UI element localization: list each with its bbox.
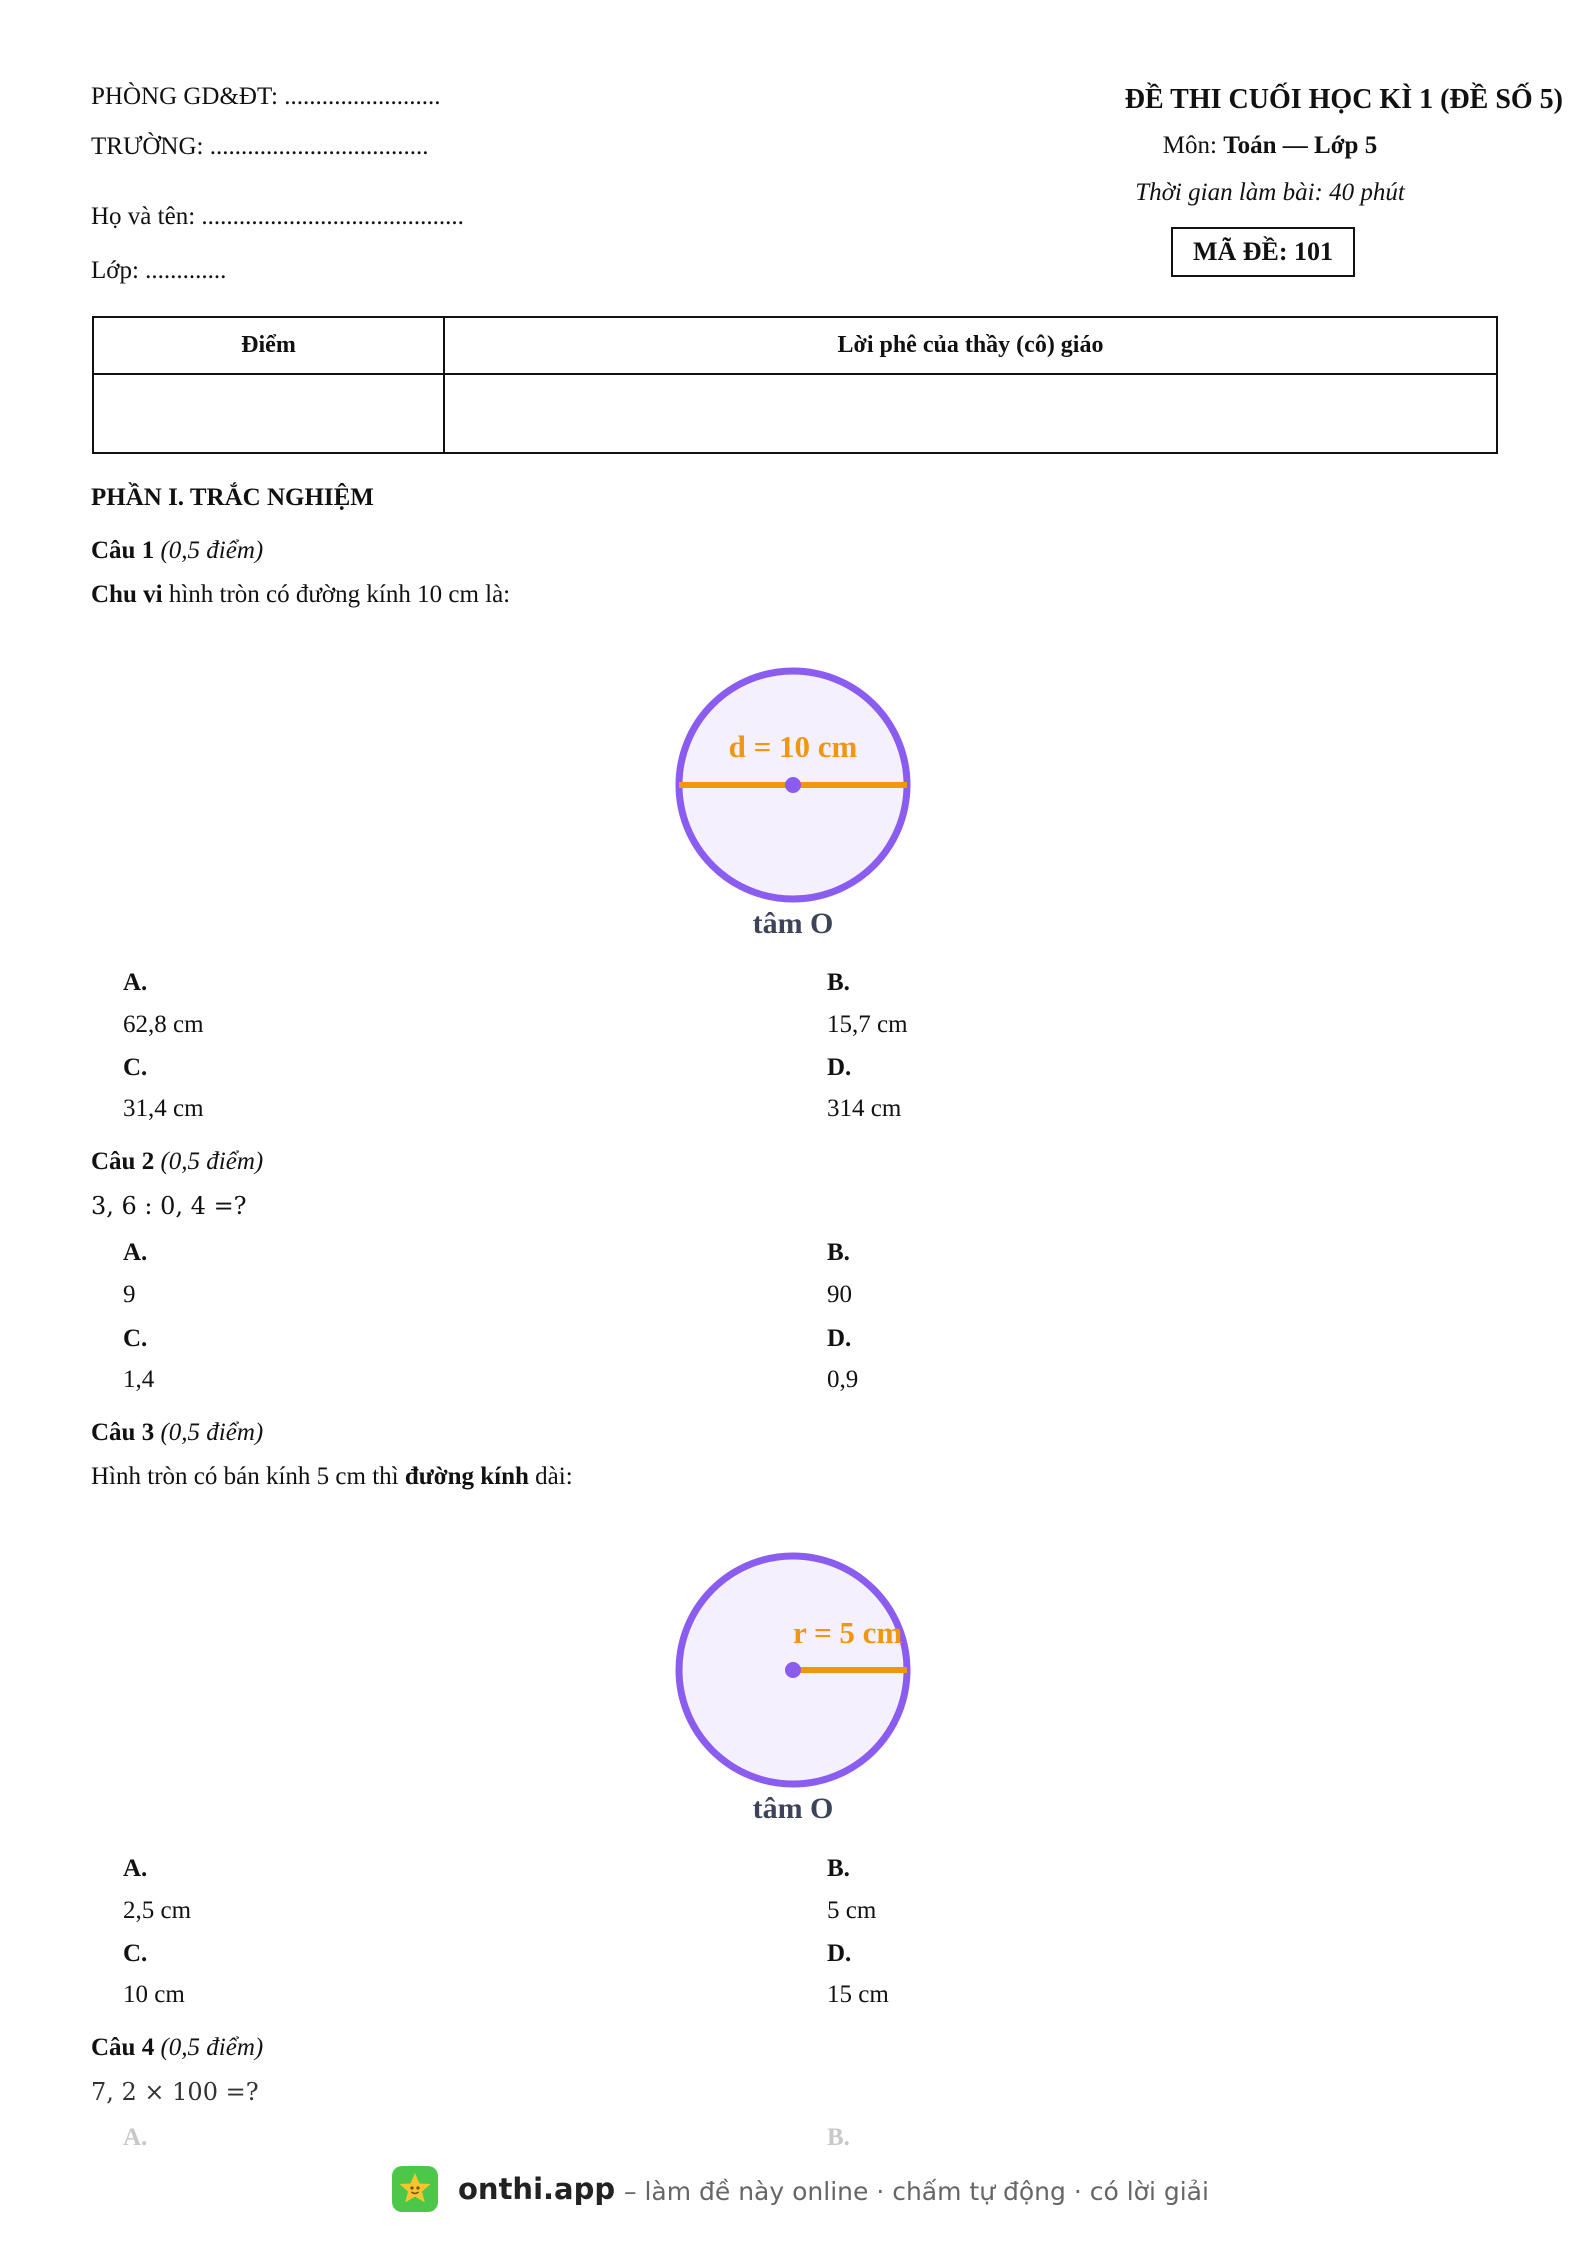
option-letter: C. — [123, 1325, 148, 1352]
question-1-prompt — [91, 581, 510, 609]
option-b: 15,7 cm — [827, 1011, 908, 1038]
center-label: tâm O — [752, 1792, 834, 1825]
student-name-line: Họ và tên: .......................................... — [91, 203, 464, 230]
question-points: (0,5 điểm) — [160, 1148, 264, 1175]
question-label: Câu 2 — [91, 1148, 155, 1175]
question-points: (0,5 điểm) — [160, 1419, 264, 1446]
prompt-text: Hình tròn có bán kính 5 cm thì — [91, 1463, 405, 1490]
score-table — [92, 316, 1498, 454]
option-letter: D. — [827, 1940, 852, 1967]
option-letter: C. — [123, 1054, 148, 1081]
table-divider — [94, 373, 1496, 375]
option-c: 31,4 cm — [123, 1095, 204, 1122]
option-d: 15 cm — [827, 1981, 889, 2008]
option-c: 1,4 — [123, 1366, 155, 1393]
prompt-text: hình tròn có đường kính 10 cm là: — [162, 581, 511, 608]
option-letter: B. — [827, 2124, 850, 2151]
brand-name: onthi.app — [458, 2172, 616, 2206]
subject-prefix: Môn: — [1162, 132, 1217, 159]
score-header: Điểm — [241, 332, 296, 358]
footer-tagline: – làm đề này online · chấm tự động · có lời giải — [624, 2177, 1209, 2206]
option-letter: C. — [123, 1940, 148, 1967]
prompt-keyword: Chu vi — [91, 581, 163, 608]
question-2-heading — [91, 1148, 263, 1176]
section-title: PHẦN I. TRẮC NGHIỆM — [91, 484, 374, 511]
question-4-expression: 7, 2 × 100 =? — [91, 2078, 259, 2106]
center-label: tâm O — [752, 907, 834, 940]
diameter-circle-figure — [660, 655, 930, 945]
prompt-text: dài: — [528, 1463, 573, 1490]
option-d: 314 cm — [827, 1095, 902, 1122]
question-label: Câu 3 — [91, 1419, 155, 1446]
option-letter: D. — [827, 1054, 852, 1081]
question-3-heading — [91, 1419, 263, 1447]
option-letter: A. — [123, 1239, 148, 1266]
department-line: PHÒNG GD&ĐT: ......................... — [91, 83, 441, 110]
option-d: 0,9 — [827, 1366, 859, 1393]
option-letter: A. — [123, 2124, 148, 2151]
radius-label: r = 5 cm — [793, 1615, 903, 1650]
prompt-keyword: đường kính — [404, 1463, 529, 1490]
duration: Thời gian làm bài: 40 phút — [1135, 179, 1405, 206]
question-points: (0,5 điểm) — [160, 2034, 264, 2061]
school-line: TRƯỜNG: ................................... — [91, 133, 429, 160]
question-1-heading — [91, 537, 263, 565]
diameter-label: d = 10 cm — [728, 729, 858, 764]
option-a: 2,5 cm — [123, 1897, 192, 1924]
option-letter: A. — [123, 1855, 148, 1882]
subject-name: Toán — Lớp 5 — [1223, 132, 1378, 159]
exam-code: MÃ ĐỀ: 101 — [1171, 227, 1355, 277]
option-letter: A. — [123, 969, 148, 996]
question-label: Câu 1 — [91, 537, 155, 564]
star-icon — [392, 2166, 438, 2212]
option-b: 5 cm — [827, 1897, 877, 1924]
question-4-heading — [91, 2034, 263, 2062]
center-point — [785, 777, 801, 793]
question-points: (0,5 điểm) — [160, 537, 264, 564]
option-c: 10 cm — [123, 1981, 185, 2008]
subject-line — [1010, 132, 1530, 160]
option-letter: B. — [827, 1855, 850, 1882]
question-label: Câu 4 — [91, 2034, 155, 2061]
radius-circle-figure — [660, 1540, 930, 1830]
class-line: Lớp: ............. — [91, 257, 227, 284]
option-b: 90 — [827, 1281, 852, 1308]
option-a: 9 — [123, 1281, 136, 1308]
option-letter: B. — [827, 969, 850, 996]
exam-title: ĐỀ THI CUỐI HỌC KÌ 1 (ĐỀ SỐ 5) — [1124, 84, 1563, 115]
question-3-prompt — [91, 1463, 573, 1491]
question-2-expression: 3, 6 : 0, 4 =? — [91, 1192, 247, 1220]
option-letter: D. — [827, 1325, 852, 1352]
onthi-logo — [392, 2166, 438, 2212]
comment-header: Lời phê của thầy (cô) giáo — [837, 332, 1104, 358]
center-point — [785, 1662, 801, 1678]
option-a: 62,8 cm — [123, 1011, 204, 1038]
option-letter: B. — [827, 1239, 850, 1266]
